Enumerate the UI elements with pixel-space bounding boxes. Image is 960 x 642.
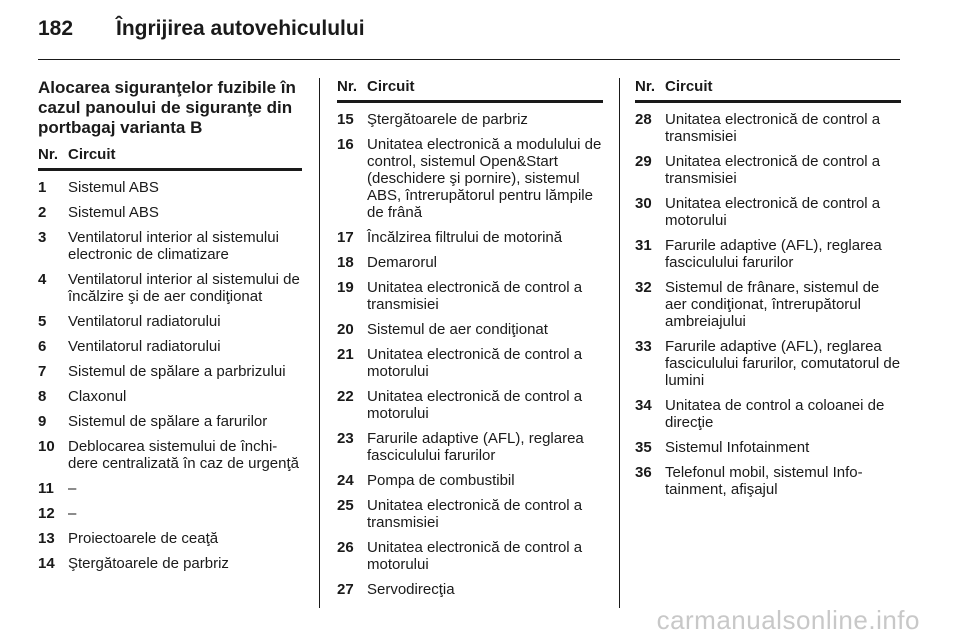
- fuse-number: 4: [38, 271, 47, 288]
- column-3: [635, 78, 901, 498]
- table-row: [635, 195, 901, 229]
- table-row: [337, 581, 603, 598]
- table-row: [635, 397, 901, 431]
- table-row: [38, 229, 302, 263]
- fuse-circuit: Pompa de combustibil: [367, 472, 515, 489]
- fuse-rows: [38, 179, 302, 572]
- column-divider-1: [319, 78, 320, 608]
- fuse-number: 9: [38, 413, 47, 430]
- table-row: [635, 464, 901, 498]
- fuse-number: 16: [337, 136, 354, 153]
- fuse-circuit: Sistemul de frânare, sistemul de aer condiţionat, întrerupătorul ambreiajului: [665, 279, 880, 330]
- fuse-number: 25: [337, 497, 354, 514]
- section-heading: Alocarea siguranţelor fuzibile în cazul panoului de siguranţe din portbagaj varianta B: [38, 78, 296, 137]
- fuse-number: 36: [635, 464, 652, 481]
- fuse-circuit: Sistemul de spălare a parbrizului: [68, 363, 286, 380]
- fuse-number: 19: [337, 279, 354, 296]
- fuse-circuit: Încălzirea filtrului de motorină: [367, 229, 563, 246]
- fuse-number: 33: [635, 338, 652, 355]
- table-row: [337, 388, 603, 422]
- fuse-number: 24: [337, 472, 354, 489]
- table-row: [337, 321, 603, 338]
- page-number: 182: [38, 17, 74, 40]
- fuse-circuit: Unitatea electronică de control a motorului: [367, 388, 583, 422]
- table-row: [38, 480, 302, 497]
- fuse-number: 31: [635, 237, 652, 254]
- fuse-circuit: Unitatea electronică de control a motorului: [367, 539, 583, 573]
- table-header: [337, 78, 603, 103]
- table-row: [38, 179, 302, 196]
- fuse-circuit: Ventilatorul interior al sistemului electronic de climatizare: [68, 229, 279, 263]
- table-row: [38, 438, 302, 472]
- fuse-circuit: Farurile adaptive (AFL), reglarea fasciculului farurilor, comutatorul de lumini: [665, 338, 901, 389]
- table-row: [38, 555, 302, 572]
- watermark: carmanualsonline.info: [656, 605, 920, 635]
- fuse-number: 35: [635, 439, 652, 456]
- table-row: [337, 111, 603, 128]
- fuse-number: 22: [337, 388, 354, 405]
- table-row: [38, 338, 302, 355]
- table-row: [635, 153, 901, 187]
- header-nr: Nr.: [635, 78, 656, 95]
- fuse-number: 12: [38, 505, 55, 522]
- fuse-circuit: Ştergătoarele de parbriz: [367, 111, 528, 128]
- fuse-number: 6: [38, 338, 47, 355]
- fuse-circuit: Unitatea electronică a modulului de control, sistemul Open&Start (deschidere şi pornire), sistemul ABS, întrerupătorul pentru lămpile de frână: [367, 136, 602, 221]
- fuse-number: 30: [635, 195, 652, 212]
- fuse-circuit: Ventilatorul radiatorului: [68, 338, 221, 355]
- table-row: [38, 388, 302, 405]
- fuse-rows: [337, 111, 603, 598]
- fuse-number: 2: [38, 204, 47, 221]
- fuse-circuit: Claxonul: [68, 388, 127, 405]
- table-row: [337, 472, 603, 489]
- table-row: [635, 279, 901, 330]
- fuse-circuit: Ventilatorul interior al sistemului de încălzire şi de aer condiţionat: [68, 271, 300, 305]
- fuse-number: 28: [635, 111, 652, 128]
- fuse-circuit: –: [68, 480, 77, 497]
- fuse-number: 17: [337, 229, 354, 246]
- column-2: [337, 78, 603, 598]
- fuse-circuit: Sistemul ABS: [68, 204, 159, 221]
- fuse-circuit: Farurile adaptive (AFL), reglarea fasciculului farurilor: [367, 430, 584, 464]
- table-row: [337, 430, 603, 464]
- table-row: [635, 111, 901, 145]
- header-rule: [38, 59, 900, 60]
- table-row: [38, 313, 302, 330]
- table-row: [635, 338, 901, 389]
- fuse-number: 14: [38, 555, 55, 572]
- fuse-number: 18: [337, 254, 354, 271]
- fuse-number: 21: [337, 346, 354, 363]
- table-header: [38, 146, 302, 171]
- table-row: [38, 505, 302, 522]
- header-circuit: Circuit: [68, 146, 116, 163]
- fuse-circuit: Unitatea electronică de control a transmisiei: [367, 497, 583, 531]
- fuse-circuit: Sistemul Infotainment: [665, 439, 810, 456]
- fuse-circuit: –: [68, 505, 77, 522]
- column-1: [38, 78, 302, 572]
- fuse-circuit: Unitatea electronică de control a transmisiei: [665, 111, 881, 145]
- table-row: [38, 413, 302, 430]
- fuse-number: 26: [337, 539, 354, 556]
- fuse-number: 32: [635, 279, 652, 296]
- table-row: [635, 237, 901, 271]
- table-row: [337, 254, 603, 271]
- header-circuit: Circuit: [367, 78, 415, 95]
- fuse-circuit: Unitatea de control a coloanei de direcţie: [665, 397, 885, 431]
- table-row: [337, 229, 603, 246]
- fuse-circuit: Ştergătoarele de parbriz: [68, 555, 229, 572]
- fuse-circuit: Demarorul: [367, 254, 438, 271]
- fuse-circuit: Sistemul ABS: [68, 179, 159, 196]
- fuse-number: 7: [38, 363, 47, 380]
- fuse-number: 13: [38, 530, 55, 547]
- header-nr: Nr.: [337, 78, 358, 95]
- page-header: [38, 14, 365, 44]
- fuse-number: 15: [337, 111, 354, 128]
- fuse-number: 3: [38, 229, 47, 246]
- table-header: [635, 78, 901, 103]
- fuse-circuit: Unitatea electronică de control a transmisiei: [665, 153, 881, 187]
- fuse-circuit: Ventilatorul radiatorului: [68, 313, 221, 330]
- column-divider-2: [619, 78, 620, 608]
- fuse-number: 1: [38, 179, 47, 196]
- fuse-number: 8: [38, 388, 47, 405]
- table-row: [337, 497, 603, 531]
- table-row: [337, 346, 603, 380]
- fuse-circuit: Proiectoarele de ceaţă: [68, 530, 219, 547]
- page-title: Îngrijirea autovehiculului: [116, 17, 365, 40]
- table-row: [38, 204, 302, 221]
- fuse-circuit: Unitatea electronică de control a motorului: [367, 346, 583, 380]
- fuse-number: 27: [337, 581, 354, 598]
- table-row: [337, 136, 603, 221]
- fuse-circuit: Servodirecţia: [367, 581, 455, 598]
- fuse-number: 11: [38, 480, 54, 497]
- header-circuit: Circuit: [665, 78, 713, 95]
- fuse-circuit: Unitatea electronică de control a motorului: [665, 195, 881, 229]
- fuse-number: 5: [38, 313, 47, 330]
- fuse-circuit: Farurile adaptive (AFL), reglarea fasciculului farurilor: [665, 237, 882, 271]
- header-nr: Nr.: [38, 146, 59, 163]
- table-row: [337, 539, 603, 573]
- fuse-circuit: Sistemul de aer condiţionat: [367, 321, 548, 338]
- table-row: [38, 271, 302, 305]
- table-row: [635, 439, 901, 456]
- fuse-rows: [635, 111, 901, 498]
- fuse-number: 34: [635, 397, 652, 414]
- fuse-circuit: Unitatea electronică de control a transmisiei: [367, 279, 583, 313]
- table-row: [337, 279, 603, 313]
- fuse-circuit: Sistemul de spălare a farurilor: [68, 413, 268, 430]
- fuse-number: 29: [635, 153, 652, 170]
- fuse-number: 23: [337, 430, 354, 447]
- fuse-circuit: Telefonul mobil, sistemul Info-tainment, afişajul: [665, 464, 863, 498]
- table-row: [38, 363, 302, 380]
- fuse-number: 10: [38, 438, 55, 455]
- fuse-circuit: Deblocarea sistemului de închi-dere centralizată în caz de urgenţă: [68, 438, 299, 472]
- table-row: [38, 530, 302, 547]
- fuse-number: 20: [337, 321, 354, 338]
